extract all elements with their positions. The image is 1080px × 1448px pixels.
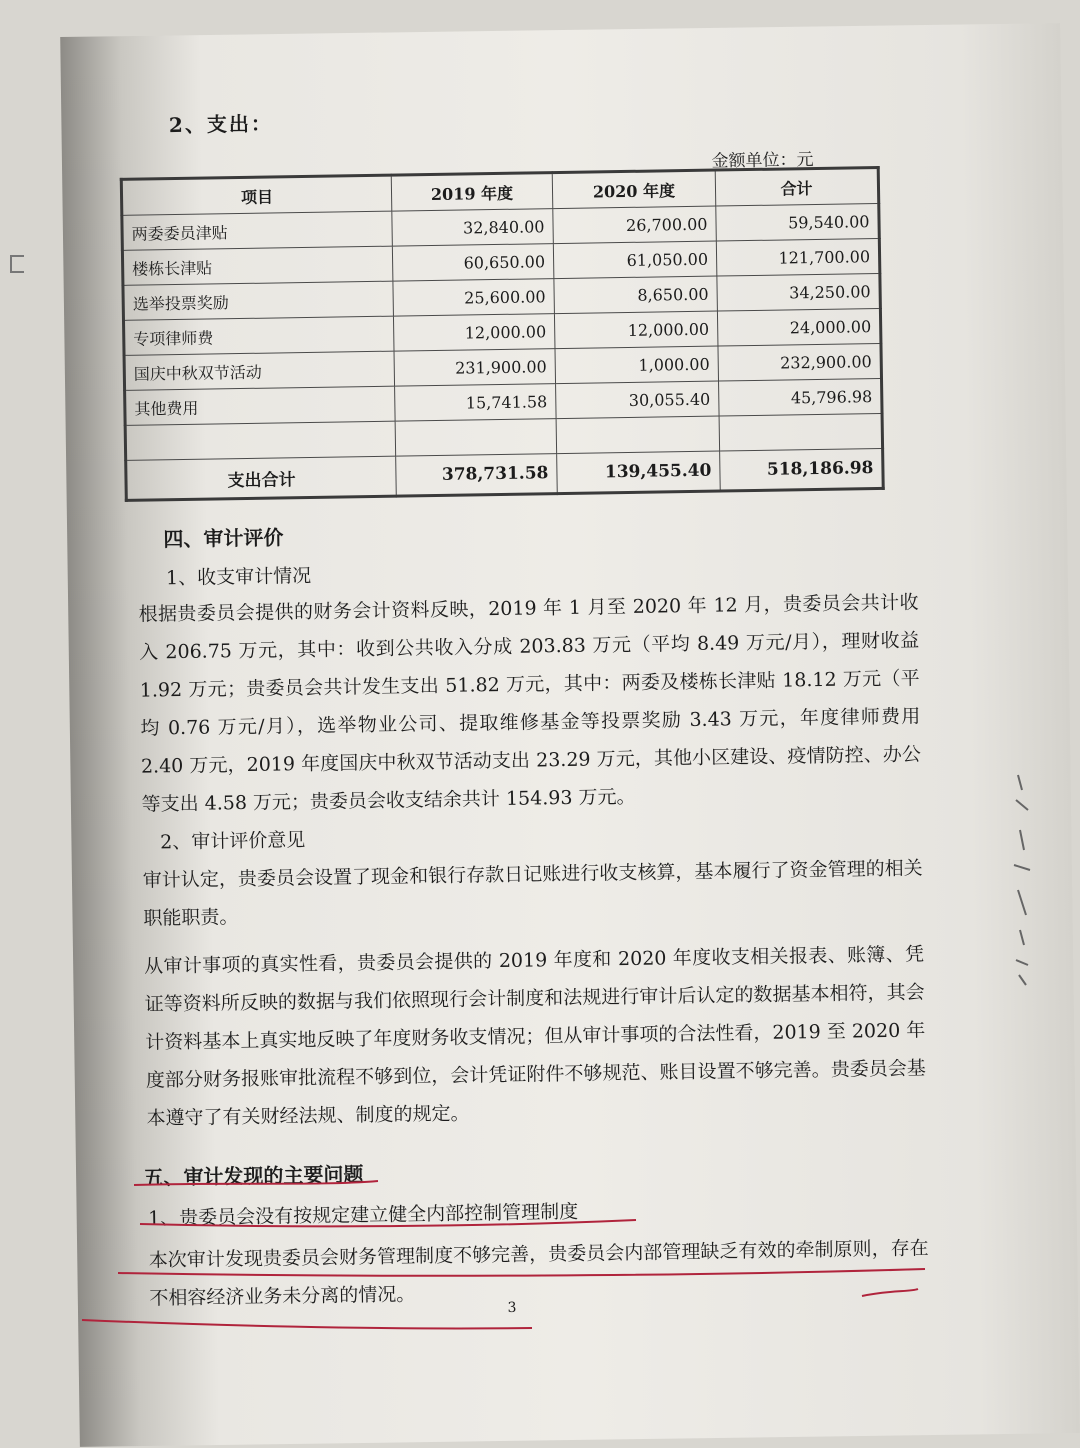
row-item: 选举投票奖励 (123, 281, 394, 320)
subsection-title-audit-opinion: 2、审计评价意见 (160, 829, 306, 854)
total-2019: 378,731.58 (396, 454, 558, 497)
row-2020: 26,700.00 (553, 206, 717, 244)
unit-label: 金额单位：元 (711, 150, 814, 172)
margin-handwriting (1010, 770, 1036, 990)
total-2020: 139,455.40 (557, 451, 721, 494)
underline-issue-title (140, 1220, 636, 1226)
row-2020: 12,000.00 (554, 311, 718, 349)
row-total: 59,540.00 (716, 203, 880, 241)
paragraph-audit-opinion-1: 审计认定，贵委员会设置了现金和银行存款日记账进行收支核算，基本履行了资金管理的相关职能职责。 (142, 857, 923, 930)
row-2019: 60,650.00 (392, 244, 553, 282)
subsection-title-income-expense: 1、收支审计情况 (165, 564, 312, 590)
row-total: 121,700.00 (716, 238, 880, 276)
row-total: 45,796.98 (718, 378, 882, 416)
paragraph-audit-opinion-2: 从审计事项的真实性看，贵委员会提供的 2019 年度和 2020 年度收支相关报表、账簿、凭证等资料所反映的数据与我们依照现行会计制度和法规进行审计后认定的数据基本相符，其会计资料基本上真实地反映了年度财务收支情况；但从审计事项的合法性看，2019 至 2020 年度部分财务报账审批流程不够到位，会计凭证附件不够规范、账目设置不够完善。贵委员会基本遵守了有关财经法规、制度的规定。 (143, 943, 927, 1130)
row-item: 楼栋长津贴 (122, 246, 393, 285)
row-2020: 8,650.00 (554, 276, 718, 314)
section-title-audit-evaluation: 四、审计评价 (163, 525, 284, 552)
row-total: 24,000.00 (717, 308, 881, 346)
total-sum: 518,186.98 (720, 448, 884, 491)
row-item: 国庆中秋双节活动 (124, 351, 395, 390)
paragraph-income-expense: 根据贵委员会提供的财务会计资料反映，2019 年 1 月至 2020 年 12 月，贵委员会共计收入 206.75 万元，其中：收到公共收入分成 203.83 万元（平均 8.49 万元/月），理财收益 1.92 万元；贵委员会共计发生支出 51.82 万元，其中：两委及楼栋长津贴 18.12 万元（平均 0.76 万元/月），选举物业公司、提取维修基金等投票奖励 3.43 万元，年度律师费用 2.40 万元，2019 年度国庆中秋双节活动支出 23.29 万元，其他小区建设、疫情防控、办公等支出 4.58 万元；贵委员会收支结余共计 154.93 万元。 (138, 591, 922, 816)
row-total: 34,250.00 (717, 273, 881, 311)
underline-paragraph-line1 (118, 1269, 925, 1276)
underline-section5-title (134, 1181, 378, 1185)
header-total: 合计 (715, 167, 879, 206)
row-2020: 61,050.00 (553, 241, 717, 279)
row-item: 两委委员津贴 (122, 211, 393, 250)
row-total: 232,900.00 (718, 343, 882, 381)
row-2019: 231,900.00 (394, 349, 555, 387)
header-2020: 2020 年度 (552, 170, 716, 209)
row-item: 专项律师费 (123, 316, 394, 355)
row-2019: 25,600.00 (393, 279, 554, 317)
header-2019: 2019 年度 (391, 173, 553, 212)
header-item: 项目 (121, 175, 392, 215)
row-2020: 1,000.00 (555, 346, 719, 384)
issue-title-internal-control: 1、贵委员会没有按规定建立健全内部控制管理制度 (147, 1200, 579, 1230)
row-2019: 32,840.00 (392, 209, 553, 247)
section-heading-expenses: 2、支出： (168, 111, 274, 138)
underline-paragraph-line2 (862, 1289, 918, 1296)
total-label: 支出合计 (126, 456, 397, 500)
row-2019: 15,741.58 (395, 384, 556, 422)
paragraph-internal-control: 本次审计发现贵委员会财务管理制度不够完善，贵委员会内部管理缺乏有效的牵制原则，存在不相容经济业务未分离的情况。 (148, 1237, 929, 1310)
row-2019: 12,000.00 (393, 314, 554, 352)
row-2020: 30,055.40 (555, 381, 719, 419)
underline-paragraph-line3 (82, 1320, 532, 1328)
row-item: 其他费用 (125, 386, 396, 425)
page-number: 3 (507, 1299, 517, 1316)
section-title-main-issues: 五、审计发现的主要问题 (143, 1162, 364, 1190)
